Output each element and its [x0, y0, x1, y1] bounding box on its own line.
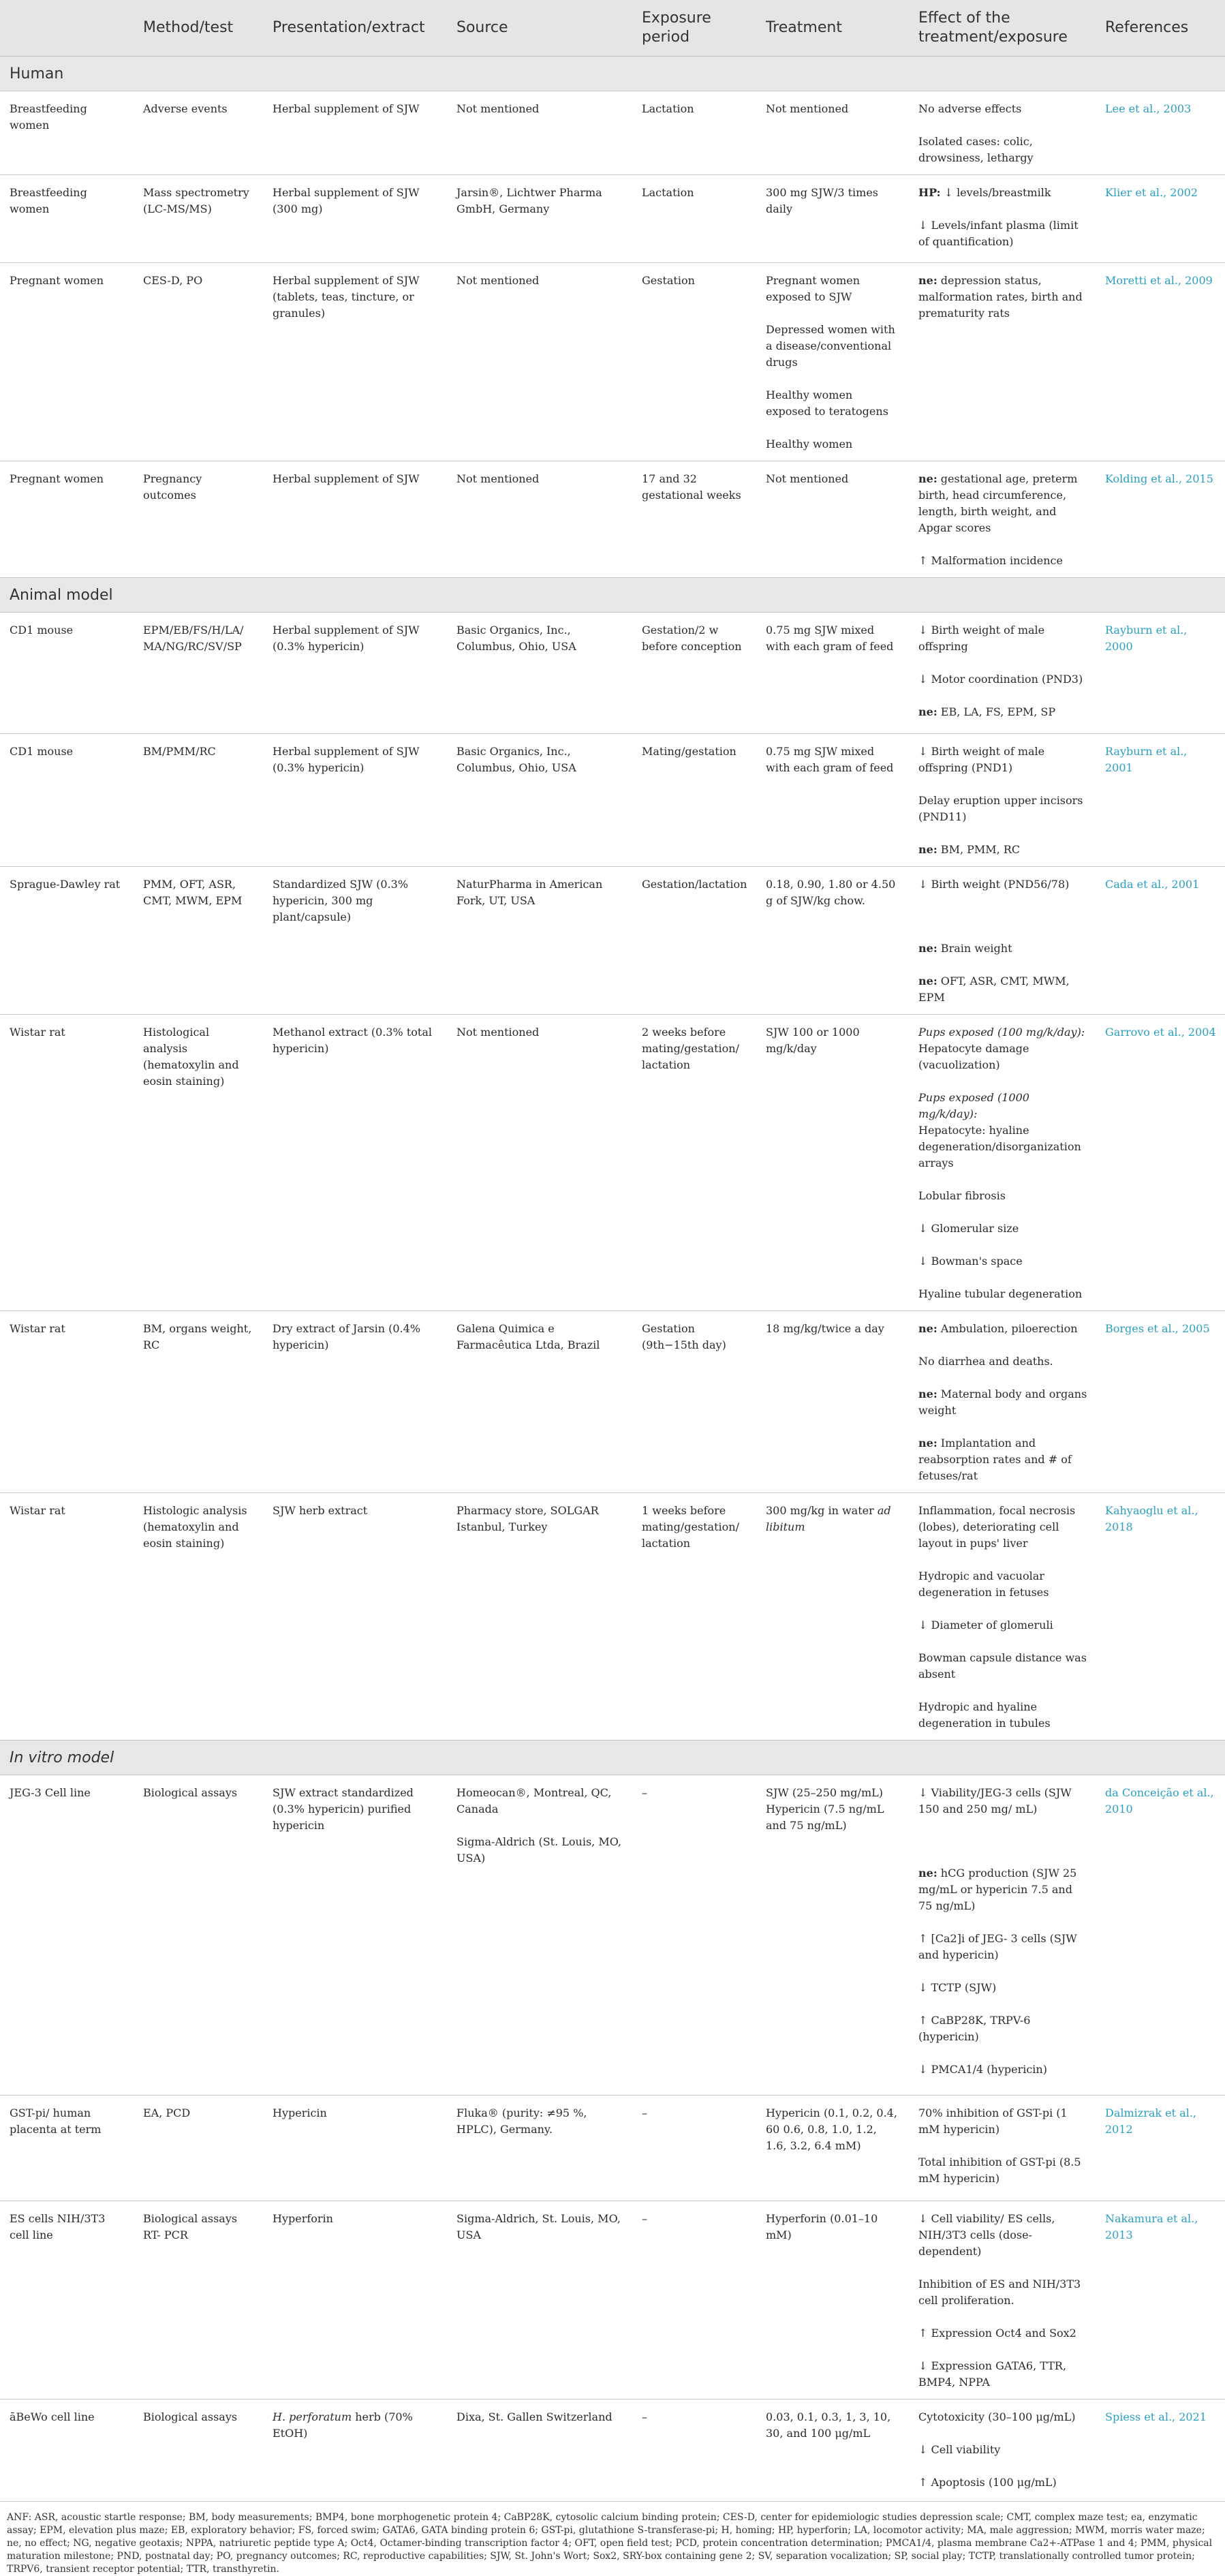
cell-reference: [1096, 612, 1225, 733]
header-subject: [0, 0, 134, 56]
cell-treatment: Not mentioned: [756, 461, 909, 577]
cell-effects: [909, 1310, 1096, 1492]
table-row: [0, 1310, 1225, 1492]
cell-subject: Wistar rat: [0, 1492, 134, 1740]
cell-treatment: Hyperforin (0.01–10 mM): [756, 2201, 909, 2399]
cell-method: Pregnancy outcomes: [134, 461, 263, 577]
effect-item: ↓ Birth weight of male offspring: [918, 623, 1045, 653]
cell-extract: SJW herb extract: [263, 1492, 447, 1740]
effect-item: ↑ Apoptosis (100 μg/mL): [918, 2475, 1057, 2489]
cell-method: Mass spectrometry (LC-MS/MS): [134, 174, 263, 262]
cell-exposure: Mating/gestation: [632, 733, 756, 866]
cell-effects: [909, 2399, 1096, 2501]
cell-reference: [1096, 1310, 1225, 1492]
effect-prefix: ne:: [918, 1321, 937, 1335]
table-row: [0, 2201, 1225, 2399]
cell-exposure: Gestation: [632, 262, 756, 461]
section-label: Animal model: [0, 577, 1225, 612]
cell-extract: Dry extract of Jarsin (0.4% hypericin): [263, 1310, 447, 1492]
cell-exposure: –: [632, 2201, 756, 2399]
effect-item: ↑ [Ca2]i of JEG- 3 cells (SJW and hypericin): [918, 1931, 1077, 1961]
effect-item: ↓ Birth weight of male offspring (PND1): [918, 744, 1045, 774]
cell-effects: [909, 866, 1096, 1014]
cell-extract: Herbal supplement of SJW (0.3% hypericin): [263, 733, 447, 866]
cell-exposure: –: [632, 2399, 756, 2501]
cell-exposure: Gestation/2 w before conception: [632, 612, 756, 733]
cell-subject: CD1 mouse: [0, 612, 134, 733]
cell-treatment: 300 mg/kg in water ad libitum: [756, 1492, 909, 1740]
cell-source: Not mentioned: [447, 1014, 632, 1310]
cell-effects: [909, 1014, 1096, 1310]
cell-method: Biological assays: [134, 1775, 263, 2095]
cell-subject: āBeWo cell line: [0, 2399, 134, 2501]
effect-item: ne: OFT, ASR, CMT, MWM, EPM: [918, 974, 1070, 1004]
cell-exposure: –: [632, 1775, 756, 2095]
effect-item: ne: Brain weight: [918, 941, 1012, 955]
cell-subject: GST-pi/ human placenta at term: [0, 2095, 134, 2201]
cell-source: Fluka® (purity: ≠95 %, HPLC), Germany.: [447, 2095, 632, 2201]
cell-exposure: Lactation: [632, 91, 756, 174]
cell-treatment: 18 mg/kg/twice a day: [756, 1310, 909, 1492]
table-row: [0, 612, 1225, 733]
cell-exposure: Gestation/lactation: [632, 866, 756, 1014]
header-effects: Effect of the treatment/exposure: [918, 9, 1068, 46]
cell-source: Galena Quimica e Farmacêutica Ltda, Brazil: [447, 1310, 632, 1492]
cell-method: PMM, OFT, ASR, CMT, MWM, EPM: [134, 866, 263, 1014]
cell-method: Adverse events: [134, 91, 263, 174]
table-row: [0, 1492, 1225, 1740]
cell-effects: [909, 2201, 1096, 2399]
effect-item: ↓ TCTP (SJW): [918, 1980, 997, 1994]
table-row: [0, 1014, 1225, 1310]
cell-effects: [909, 461, 1096, 577]
cell-source: Basic Organics, Inc., Columbus, Ohio, USA: [447, 612, 632, 733]
cell-subject: Pregnant women: [0, 262, 134, 461]
latin-term: ad libitum: [766, 1503, 891, 1533]
reference-link[interactable]: Nakamura et al., 2013: [1105, 2211, 1198, 2241]
cell-treatment: 0.03, 0.1, 0.3, 1, 3, 10, 30, and 100 μg/mL: [756, 2399, 909, 2501]
effect-item: ne: EB, LA, FS, EPM, SP: [918, 705, 1056, 718]
treatment-item: Pregnant women exposed to SJW: [766, 273, 860, 303]
cell-effects: [909, 174, 1096, 262]
effect-item: Delay eruption upper incisors (PND11): [918, 793, 1083, 823]
effect-item: ne: Maternal body and organs weight: [918, 1387, 1087, 1417]
cell-method: Histological analysis (hematoxylin and eosin staining): [134, 1014, 263, 1310]
effect-prefix: ne:: [918, 974, 937, 987]
cell-effects: [909, 1775, 1096, 2095]
cell-exposure: Lactation: [632, 174, 756, 262]
reference-link[interactable]: Lee et al., 2003: [1105, 102, 1192, 115]
header-references: References: [1105, 18, 1189, 36]
effect-item: ↓ Bowman's space: [918, 1254, 1023, 1268]
cell-source: Sigma-Aldrich, St. Louis, MO, USA: [447, 2201, 632, 2399]
header-treatment: Treatment: [766, 18, 842, 36]
cell-source: Not mentioned: [447, 461, 632, 577]
table-footnote: ANF: ASR, acoustic startle response; BM, body measurements; BMP4, bone morphogenetic protein 4; CaBP28K, cytosolic calcium binding protein; CES-D, center for epidemiologic studies depression scale; CMT, complex maze test; ea, enzymatic assay; EPM, elevation plus maze; EB, exploratory behavior; FS, forced swim; GATA6, GATA binding protein 6; GST-pi, glutathione S-transferase-pi; H, homing; HP, hyperforin; LA, locomotor activity; MA, male aggression; MWM, morris water maze; ne, no effect; NG, negative geotaxis; NPPA, natriuretic peptide type A; Oct4, Octamer-binding transcription factor 4; OFT, open field test; PCD, protein concentration determination; PMCA1/4, plasma membrane Ca2+-ATPase 1 and 4; PMM, physical maturation milestone; PND, postnatal day; PO, pregnancy outcomes; RC, reproductive capabilities; SJW, St. John's Wort; Sox2, SRY-box containing gene 2; SV, separation vocalization; SP, social play; TCTP, translationally controlled tumor protein; TRPV6, transient receptor potential; TTR, transthyretin.: [7, 2511, 1213, 2575]
effect-item: Inflammation, focal necrosis (lobes), deteriorating cell layout in pups' liver: [918, 1503, 1076, 1550]
effect-item: No adverse effects: [918, 102, 1022, 115]
table-row: [0, 2095, 1225, 2201]
cell-effects: [909, 612, 1096, 733]
reference-link[interactable]: Kolding et al., 2015: [1105, 472, 1213, 485]
cell-reference: [1096, 461, 1225, 577]
effect-item: 70% inhibition of GST-pi (1 mM hypericin): [918, 2106, 1068, 2136]
effect-item: ↓ PMCA1/4 (hypericin): [918, 2062, 1047, 2076]
effect-item: Hyaline tubular degeneration: [918, 1287, 1083, 1300]
effect-item: Pups exposed (1000 mg/k/day):: [918, 1090, 1029, 1120]
cell-source: Not mentioned: [447, 262, 632, 461]
cell-effects: [909, 733, 1096, 866]
cell-method: EPM/EB/FS/H/LA/ MA/NG/RC/SV/SP: [134, 612, 263, 733]
effect-item: ↑ Malformation incidence: [918, 553, 1063, 567]
table-row: [0, 733, 1225, 866]
reference-link[interactable]: Borges et al., 2005: [1105, 1321, 1210, 1335]
cell-treatment: 0.75 mg SJW mixed with each gram of feed: [756, 733, 909, 866]
cell-method: Biological assays RT- PCR: [134, 2201, 263, 2399]
cell-source: Not mentioned: [447, 91, 632, 174]
effect-prefix: ne:: [918, 941, 937, 955]
reference-link[interactable]: Garrovo et al., 2004: [1105, 1025, 1216, 1039]
cell-source: [447, 1775, 632, 2095]
effect-prefix: HP:: [918, 185, 941, 199]
cell-effects: [909, 1492, 1096, 1740]
cell-reference: [1096, 866, 1225, 1014]
cell-extract: Herbal supplement of SJW: [263, 91, 447, 174]
table-row: [0, 91, 1225, 174]
treatment-item: Healthy women exposed to teratogens: [766, 388, 888, 418]
cell-reference: [1096, 1492, 1225, 1740]
cell-reference: [1096, 91, 1225, 174]
table-row: [0, 866, 1225, 1014]
cell-reference: [1096, 1775, 1225, 2095]
effect-item: ne: hCG production (SJW 25 mg/mL or hypericin 7.5 and 75 ng/mL): [918, 1866, 1077, 1912]
section-label: In vitro model: [0, 1740, 1225, 1775]
effect-item: ↓ Diameter of glomeruli: [918, 1618, 1053, 1631]
reference-link[interactable]: da Conceição et al., 2010: [1105, 1785, 1214, 1815]
source-item: Homeocan®, Montreal, QC, Canada: [456, 1785, 612, 1815]
reference-link[interactable]: Moretti et al., 2009: [1105, 273, 1213, 287]
cell-extract: Herbal supplement of SJW (tablets, teas, tincture, or granules): [263, 262, 447, 461]
cell-reference: [1096, 2201, 1225, 2399]
reference-link[interactable]: Rayburn et al., 2000: [1105, 623, 1188, 653]
cell-subject: JEG-3 Cell line: [0, 1775, 134, 2095]
effect-item: Hydropic and hyaline degeneration in tubules: [918, 1700, 1051, 1730]
cell-source: Basic Organics, Inc., Columbus, Ohio, USA: [447, 733, 632, 866]
extract-rest: herb (70% EtOH): [273, 2410, 413, 2440]
cell-source: NaturPharma in American Fork, UT, USA: [447, 866, 632, 1014]
cell-source: Dixa, St. Gallen Switzerland: [447, 2399, 632, 2501]
cell-reference: [1096, 2095, 1225, 2201]
cell-exposure: Gestation (9th−15th day): [632, 1310, 756, 1492]
treatment-item: Healthy women: [766, 437, 853, 450]
effect-item: ↓ Birth weight (PND56/78): [918, 877, 1070, 891]
effect-item: ne: depression status, malformation rates, birth and prematurity rats: [918, 273, 1083, 320]
reference-link[interactable]: Klier et al., 2002: [1105, 185, 1198, 199]
section-label: Human: [0, 56, 1225, 91]
effect-item: ↓ Glomerular size: [918, 1221, 1019, 1235]
cell-method: Biological assays: [134, 2399, 263, 2501]
effect-item: ↓ Cell viability: [918, 2442, 1001, 2456]
effect-item: Bowman capsule distance was absent: [918, 1651, 1087, 1681]
reference-link[interactable]: Spiess et al., 2021: [1105, 2410, 1207, 2423]
section-human: [0, 56, 1225, 91]
header-exposure: Exposure period: [642, 9, 711, 46]
effect-prefix: ne:: [918, 705, 937, 718]
cell-source: Pharmacy store, SOLGAR Istanbul, Turkey: [447, 1492, 632, 1740]
cell-exposure: –: [632, 2095, 756, 2201]
cell-method: BM/PMM/RC: [134, 733, 263, 866]
effect-item: No diarrhea and deaths.: [918, 1354, 1053, 1368]
cell-treatment: 0.75 mg SJW mixed with each gram of feed: [756, 612, 909, 733]
effect-item: ne: gestational age, preterm birth, head circumference, length, birth weight, and Apgar scores: [918, 472, 1078, 534]
effect-item: Hepatocyte: hyaline degeneration/disorganization arrays: [918, 1123, 1081, 1169]
cell-reference: [1096, 174, 1225, 262]
effect-prefix: ne:: [918, 1387, 937, 1400]
effect-item: ↓ Cell viability/ ES cells, NIH/3T3 cells (dose-dependent): [918, 2211, 1055, 2258]
effect-prefix: ne:: [918, 1866, 937, 1880]
cell-treatment: SJW 100 or 1000 mg/k/day: [756, 1014, 909, 1310]
effect-prefix: ne:: [918, 1436, 937, 1450]
cell-extract: SJW extract standardized (0.3% hypericin) purified hypericin: [263, 1775, 447, 2095]
cell-subject: Sprague-Dawley rat: [0, 866, 134, 1014]
cell-effects: [909, 2095, 1096, 2201]
cell-treatment: Not mentioned: [756, 91, 909, 174]
effect-prefix: ne:: [918, 842, 937, 856]
cell-method: Histologic analysis (hematoxylin and eosin staining): [134, 1492, 263, 1740]
effect-item: Isolated cases: colic, drowsiness, lethargy: [918, 134, 1034, 164]
effect-item: ↓ Levels/infant plasma (limit of quantification): [918, 218, 1079, 248]
effect-item: ↓ Expression GATA6, TTR, BMP4, NPPA: [918, 2359, 1067, 2389]
cell-treatment: Hypericin (0.1, 0.2, 0.4, 60 0.6, 0.8, 1.0, 1.2, 1.6, 3.2, 6.4 mM): [756, 2095, 909, 2201]
effect-item: ↓ Motor coordination (PND3): [918, 672, 1083, 686]
cell-subject: CD1 mouse: [0, 733, 134, 866]
cell-reference: [1096, 1014, 1225, 1310]
table-row: [0, 262, 1225, 461]
reference-link[interactable]: Cada et al., 2001: [1105, 877, 1200, 891]
effect-item: ↓ Viability/JEG-3 cells (SJW 150 and 250 mg/ mL): [918, 1785, 1072, 1815]
treatment-item: Depressed women with a disease/conventional drugs: [766, 322, 895, 369]
cell-subject: Breastfeeding women: [0, 174, 134, 262]
effect-prefix: ne:: [918, 273, 937, 287]
table-footnote-row: [0, 2501, 1225, 2576]
cell-treatment: 300 mg SJW/3 times daily: [756, 174, 909, 262]
table-row: [0, 174, 1225, 262]
cell-treatment: 0.18, 0.90, 1.80 or 4.50 g of SJW/kg chow.: [756, 866, 909, 1014]
effect-item: Hepatocyte damage (vacuolization): [918, 1041, 1029, 1071]
cell-effects: [909, 91, 1096, 174]
effect-item: Hydropic and vacuolar degeneration in fetuses: [918, 1569, 1049, 1599]
cell-subject: ES cells NIH/3T3 cell line: [0, 2201, 134, 2399]
table-row: [0, 2399, 1225, 2501]
header-extract: Presentation/extract: [273, 18, 425, 36]
effect-item: ne: BM, PMM, RC: [918, 842, 1021, 856]
cell-extract: Methanol extract (0.3% total hypericin): [263, 1014, 447, 1310]
cell-effects: [909, 262, 1096, 461]
cell-extract: Herbal supplement of SJW (300 mg): [263, 174, 447, 262]
table-header-row: [0, 0, 1225, 56]
table-row: [0, 1775, 1225, 2095]
cell-reference: [1096, 262, 1225, 461]
reference-link[interactable]: Dalmizrak et al., 2012: [1105, 2106, 1196, 2136]
effect-item: HP: ↓ levels/breastmilk: [918, 185, 1051, 199]
header-source: Source: [456, 18, 508, 36]
cell-subject: Pregnant women: [0, 461, 134, 577]
effect-item: Inhibition of ES and NIH/3T3 cell proliferation.: [918, 2277, 1081, 2307]
cell-reference: [1096, 2399, 1225, 2501]
cell-exposure: 17 and 32 gestational weeks: [632, 461, 756, 577]
source-item: Sigma-Aldrich (St. Louis, MO, USA): [456, 1835, 621, 1865]
effect-item: Pups exposed (100 mg/k/day):: [918, 1025, 1085, 1039]
effect-item: ↑ Expression Oct4 and Sox2: [918, 2326, 1076, 2340]
cell-extract: [263, 2399, 447, 2501]
cell-treatment: [756, 262, 909, 461]
cell-treatment: SJW (25–250 mg/mL) Hypericin (7.5 ng/mL and 75 ng/mL): [756, 1775, 909, 2095]
cell-extract: Standardized SJW (0.3% hypericin, 300 mg plant/capsule): [263, 866, 447, 1014]
extract-species: H. perforatum: [273, 2410, 352, 2423]
effect-item: Lobular fibrosis: [918, 1189, 1006, 1202]
header-method: Method/test: [143, 18, 234, 36]
cell-exposure: 2 weeks before mating/gestation/ lactation: [632, 1014, 756, 1310]
cell-source: Jarsin®, Lichtwer Pharma GmbH, Germany: [447, 174, 632, 262]
cell-extract: Herbal supplement of SJW: [263, 461, 447, 577]
effect-item: Total inhibition of GST-pi (8.5 mM hypericin): [918, 2155, 1081, 2185]
effect-item: ↑ CaBP28K, TRPV-6 (hypericin): [918, 2013, 1031, 2043]
section-animal: [0, 577, 1225, 612]
cell-subject: Wistar rat: [0, 1310, 134, 1492]
reference-link[interactable]: Rayburn et al., 2001: [1105, 744, 1188, 774]
cell-extract: Hypericin: [263, 2095, 447, 2201]
cell-method: CES-D, PO: [134, 262, 263, 461]
effect-item: Cytotoxicity (30–100 μg/mL): [918, 2410, 1076, 2423]
cell-subject: Wistar rat: [0, 1014, 134, 1310]
cell-subject: Breastfeeding women: [0, 91, 134, 174]
table-row: [0, 461, 1225, 577]
effect-prefix: ne:: [918, 472, 937, 485]
section-invitro: [0, 1740, 1225, 1775]
cell-extract: Hyperforin: [263, 2201, 447, 2399]
effect-item: ne: Implantation and reabsorption rates and # of fetuses/rat: [918, 1436, 1072, 1482]
cell-exposure: 1 weeks before mating/gestation/ lactation: [632, 1492, 756, 1740]
reference-link[interactable]: Kahyaoglu et al., 2018: [1105, 1503, 1198, 1533]
cell-reference: [1096, 733, 1225, 866]
cell-method: EA, PCD: [134, 2095, 263, 2201]
effect-item: ne: Ambulation, piloerection: [918, 1321, 1078, 1335]
cell-extract: Herbal supplement of SJW (0.3% hypericin): [263, 612, 447, 733]
cell-method: BM, organs weight, RC: [134, 1310, 263, 1492]
